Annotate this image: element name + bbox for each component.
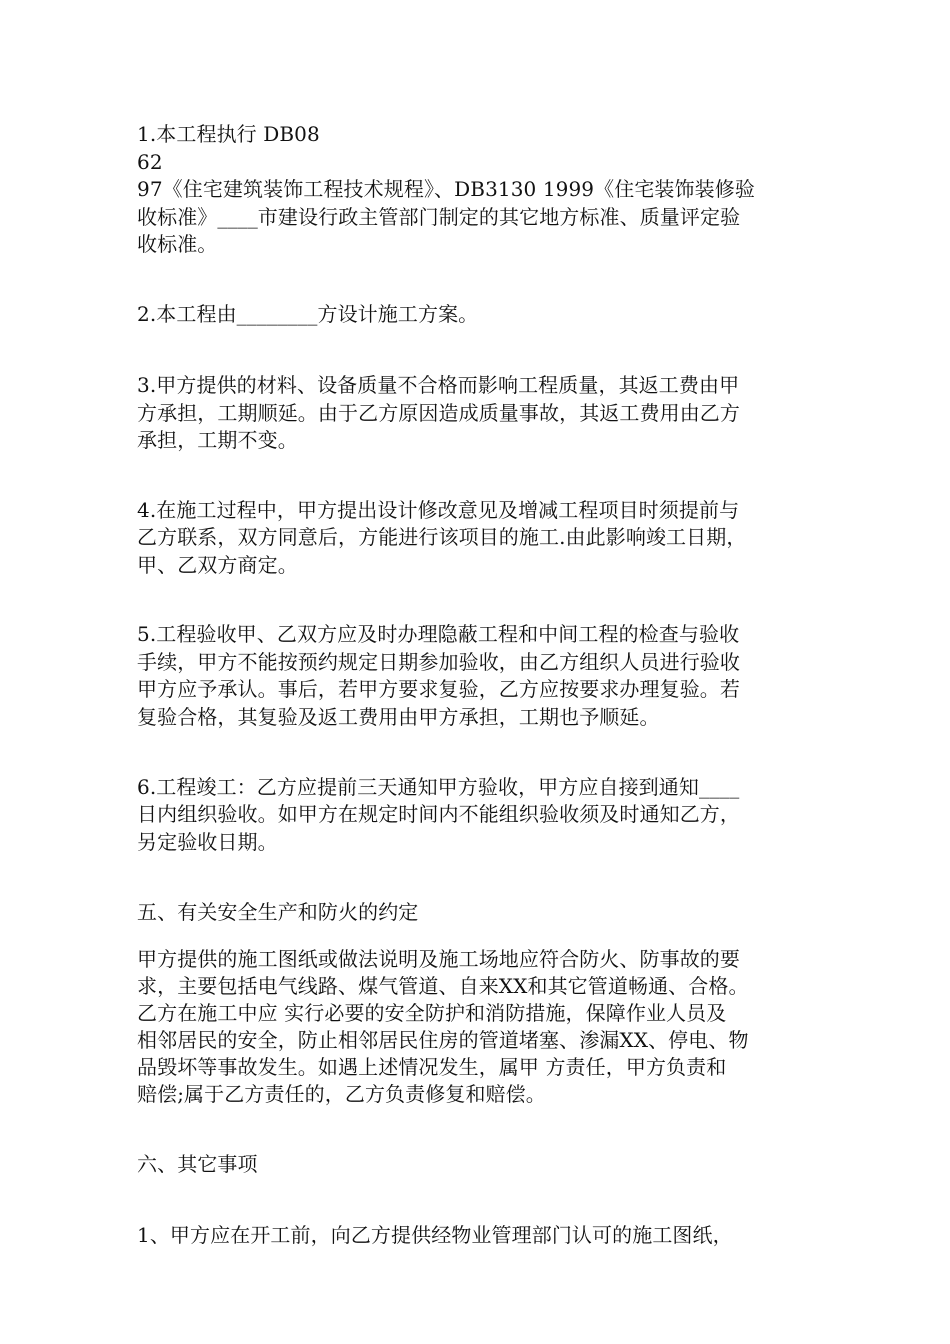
- text-line: 收标准》____市建设行政主管部门制定的其它地方标准、质量评定验: [137, 205, 741, 229]
- text-line: 甲、乙双方商定。: [137, 553, 298, 577]
- text-line: 1.本工程执行 DB08: [137, 122, 320, 146]
- text-line: 甲方应予承认。事后，若甲方要求复验，乙方应按要求办理复验。若: [137, 677, 740, 701]
- text-line: 承担，工期不变。: [137, 428, 298, 452]
- text-line: 6.工程竣工：乙方应提前三天通知甲方验收，甲方应自接到通知____: [137, 775, 740, 799]
- text-line: 甲方提供的施工图纸或做法说明及施工场地应符合防火、防事故的要: [137, 947, 740, 971]
- text-line: 97《住宅建筑装饰工程技术规程》、DB3130 1999《住宅装饰装修验: [137, 177, 755, 201]
- text-line: 1、甲方应在开工前，向乙方提供经物业管理部门认可的施工图纸，: [137, 1223, 733, 1247]
- text-line: 乙方联系，双方同意后，方能进行该项目的施工.由此影响竣工日期，: [137, 525, 747, 549]
- text-line: 2.本工程由________方设计施工方案。: [137, 302, 479, 326]
- text-line: 复验合格，其复验及返工费用由甲方承担，工期也予顺延。: [137, 705, 660, 729]
- text-line: 另定验收日期。: [137, 830, 278, 854]
- text-line: 日内组织验收。如甲方在规定时间内不能组织验收须及时通知乙方，: [137, 802, 740, 826]
- section-heading: 六、其它事项: [137, 1152, 258, 1176]
- text-line: 品毁坏等事故发生。如遇上述情况发生，属甲 方责任，甲方负责和: [137, 1055, 727, 1079]
- text-line: 3.甲方提供的材料、设备质量不合格而影响工程质量，其返工费由甲: [137, 373, 740, 397]
- text-line: 乙方在施工中应 实行必要的安全防护和消防措施，保障作业人员及: [137, 1001, 727, 1025]
- text-line: 手续，甲方不能按预约规定日期参加验收，由乙方组织人员进行验收: [137, 650, 740, 674]
- text-line: 求，主要包括电气线路、煤气管道、自来XX和其它管道畅通、合格。: [137, 974, 749, 998]
- text-line: 5.工程验收甲、乙双方应及时办理隐蔽工程和中间工程的检查与验收: [137, 622, 740, 646]
- text-line: 收标准。: [137, 232, 218, 256]
- text-line: 方承担，工期顺延。由于乙方原因造成质量事故，其返工费用由乙方: [137, 401, 740, 425]
- text-line: 相邻居民的安全，防止相邻居民住房的管道堵塞、渗漏XX、停电、物: [137, 1028, 749, 1052]
- text-line: 4.在施工过程中，甲方提出设计修改意见及增减工程项目时须提前与: [137, 498, 740, 522]
- text-line: 赔偿;属于乙方责任的，乙方负责修复和赔偿。: [137, 1082, 546, 1106]
- text-line: 62: [137, 150, 163, 174]
- section-heading: 五、有关安全生产和防火的约定: [137, 900, 419, 924]
